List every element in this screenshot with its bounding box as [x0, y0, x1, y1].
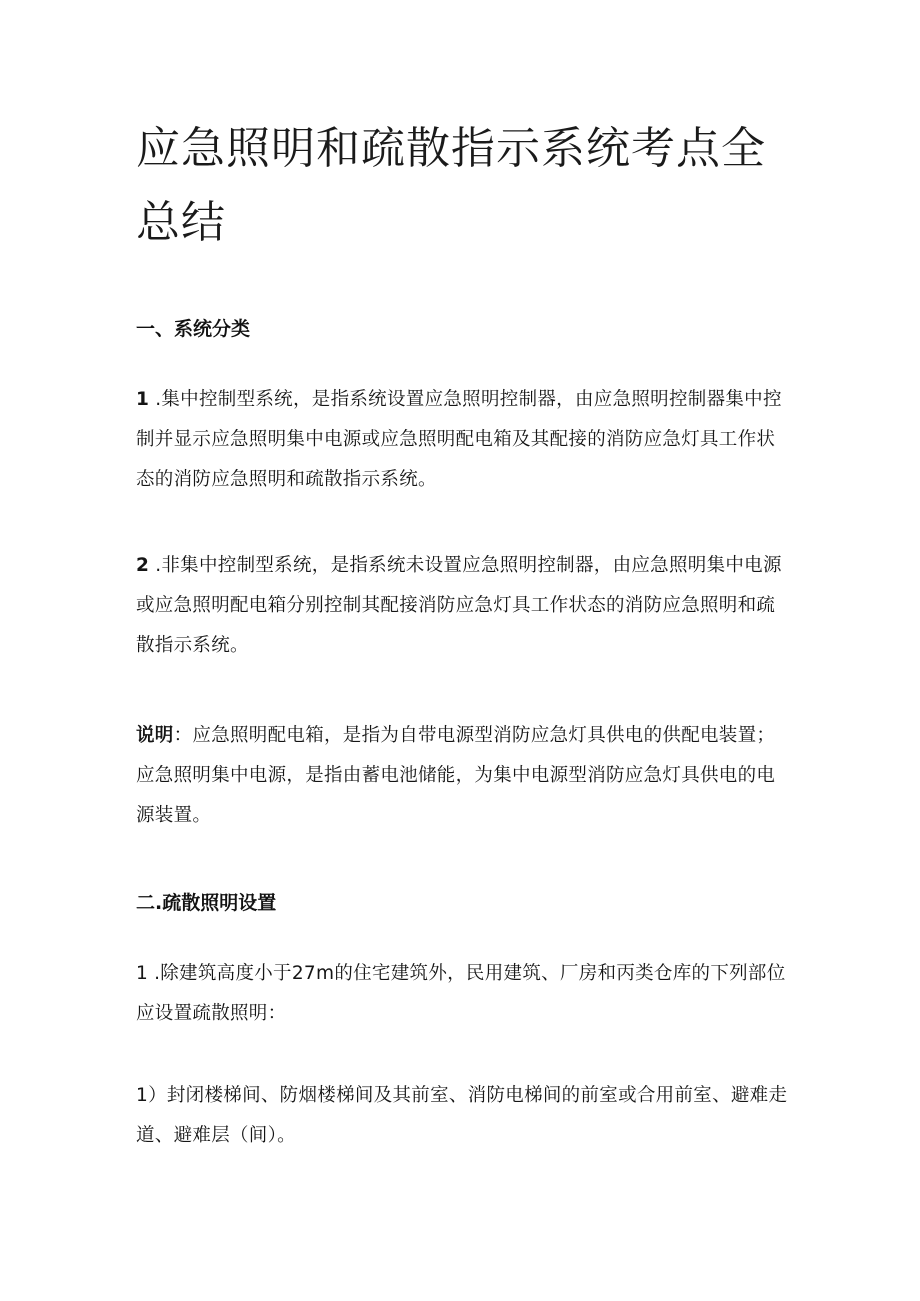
paragraph-evacuation-locations [136, 954, 788, 1034]
section-heading-classification: 一、系统分类 [136, 318, 251, 340]
paragraph-non-centralized-system [136, 546, 788, 666]
paragraph-text: .除建筑高度小于27m的住宅建筑外，民用建筑、厂房和丙类仓库的下列部位应设置疏散照明： [136, 963, 786, 1024]
paragraph-number: 2 [136, 555, 150, 576]
section-heading-evacuation-lighting: 二.疏散照明设置 [136, 892, 277, 914]
list-item-stairwells: 1）封闭楼梯间、防烟楼梯间及其前室、消防电梯间的前室或合用前室、避难走道、避难层（间）。 [136, 1085, 788, 1146]
note-text: ：应急照明配电箱，是指为自带电源型消防应急灯具供电的供配电装置；应急照明集中电源，是指由蓄电池储能，为集中电源型消防应急灯具供电的电源装置。 [136, 725, 776, 826]
page-title: 应急照明和疏散指示系统考点全总结 [136, 123, 766, 248]
paragraph-text: .集中控制型系统，是指系统设置应急照明控制器，由应急照明控制器集中控制并显示应急照明集中电源或应急照明配电箱及其配接的消防应急灯具工作状态的消防应急照明和疏散指示系统。 [136, 389, 782, 490]
paragraph-centralized-system [136, 380, 788, 500]
paragraph-number: 1 [136, 389, 150, 410]
paragraph-note [136, 716, 788, 836]
paragraph-text: .非集中控制型系统，是指系统未设置应急照明控制器，由应急照明集中电源或应急照明配电箱分别控制其配接消防应急灯具工作状态的消防应急照明和疏散指示系统。 [136, 555, 782, 656]
paragraph-number: 1 [136, 963, 149, 984]
note-label: 说明 [136, 725, 174, 746]
